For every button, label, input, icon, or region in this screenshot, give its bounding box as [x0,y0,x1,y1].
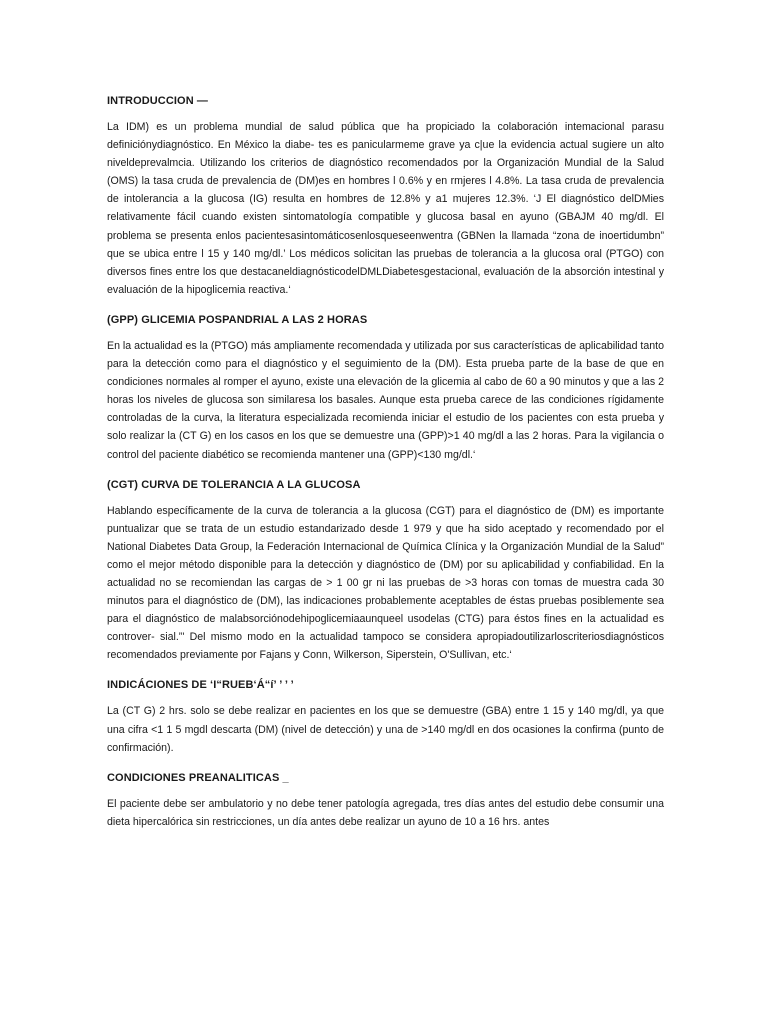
section-heading-cgt: (CGT) CURVA DE TOLERANCIA A LA GLUCOSA [107,478,361,491]
document-body [107,92,664,831]
section-heading-condiciones: CONDICIONES PREANALITICAS _ [107,771,289,784]
section-heading-introduccion: INTRODUCCION — [107,95,209,107]
section-heading-indicaciones: INDICÁCIONES DE ‘I“RUEB‘Á“í’ ’ ’ ’ [107,679,294,692]
section-paragraph-introduccion: La IDM) es un problema mundial de salud pública que ha propiciado la colaboración intemacional parasu definiciónydiagnóstico. En México la diabe- tes es panicularmeme grave ya c|ue la evidencia actual sugiere un alto niveldeprevalmcia. Utilizando los criterios de diagnóstico recomendados por la Organización Mundial de la Salud (OMS) la tasa cruda de prevalencia de (DM)es en hombres l 0.6% y en rmjeres l 4.8%. La tasa cruda de prevalencia de intolerancia a la glucosa (IG) resulta en hombres de 12.8% y a1 mujeres 12.3%. ‘J El diagnóstico delDMies relativamente fácil cuando existen sintomatología compatible y glucosa basal en ayuno (GBAJM 40 mg/dl. El problema se presenta enlos pacientesasintomáticosenlosqueseenwentra (GBNen la llamada “zona de inoertidumbn” que se ubica entre l 15 y 140 mg/dl.’ Los médicos solicitan las pruebas de tolerancia a la glucosa oral (PTGO) con diversos fines entre los que destacaneldiagnósticodelDMLDiabetesgestacional, evaluación de la absorción intestinal y evaluación de la hipoglicemia reactiva.‘ [107,121,664,296]
section-paragraph-condiciones: El paciente debe ser ambulatorio y no debe tener patología agregada, tres días antes del estudio debe consumir una dieta hipercalórica sin restricciones, un día antes debe realizar un ayuno de 10 a 16 hrs. antes [107,797,664,828]
section-paragraph-cgt: Hablando específicamente de la curva de tolerancia a la glucosa (CGT) para el diagnóstico de (DM) es importante puntualizar que se trata de un estudio estandarizado desde 1 979 y que ha sido aceptado y recomendado por el National Diabetes Data Group, la Federación Internacional de Química Clínica y la Organización Mundial de la Salud” como el mejor método disponible para la detección y diagnóstico de (DM) por su aplicabilidad y confiabilidad. En la actualidad no se recomiendan las cargas de > 1 00 gr ni las pruebas de >3 horas con tomas de muestra cada 30 minutos para el diagnóstico de (DM), las indicaciones probablemente aceptables de éstas pruebas posiblemente sea para el diagnóstico de malabsorciónodehipoglicemiaaunqueel usodelas (CTG) para éstos fines en la actualidad es controver- sial.”' Del mismo modo en la actualidad tampoco se considera apropiadoutilizarloscriteriosdiagnósticos recomendados previamente por Fajans y Conn, Wilkerson, Siperstein, O'Sullivan, etc.‘ [107,504,664,662]
section-heading-gpp: (GPP) GLICEMIA POSPANDRIAL A LAS 2 HORAS [107,313,368,326]
section-paragraph-gpp: En la actualidad es la (PTGO) más ampliamente recomendada y utilizada por sus características de aplicabilidad tanto para la detección como para el diagnóstico y el seguimiento de la (DM). Esta prueba parte de la base de que en condiciones normales al romper el ayuno, existe una elevación de la glicemia al cabo de 60 a 90 minutos y que a las 2 horas los niveles de glucosa son similaresa los basales. Aunque esta prueba carece de las condiciones rígidamente controladas de la curva, la literatura especializada recomienda iniciar el estudio de los pacientes con esta prueba y solo realizar la (CT G) en los casos en los que se demuestre una (GPP)>1 40 mg/dl a las 2 horas. Para la vigilancia o control del paciente diabético se recomienda mantener una (GPP)<130 mg/dl.‘ [107,339,664,461]
section-paragraph-indicaciones: La (CT G) 2 hrs. solo se debe realizar en pacientes en los que se demuestre (GBA) entre 1 15 y 140 mg/dl, ya que una cifra <1 1 5 mgdl descarta (DM) (nivel de detección) y una de >140 mg/dl en dos ocasiones la confirma (punto de confirmación). [107,705,664,754]
